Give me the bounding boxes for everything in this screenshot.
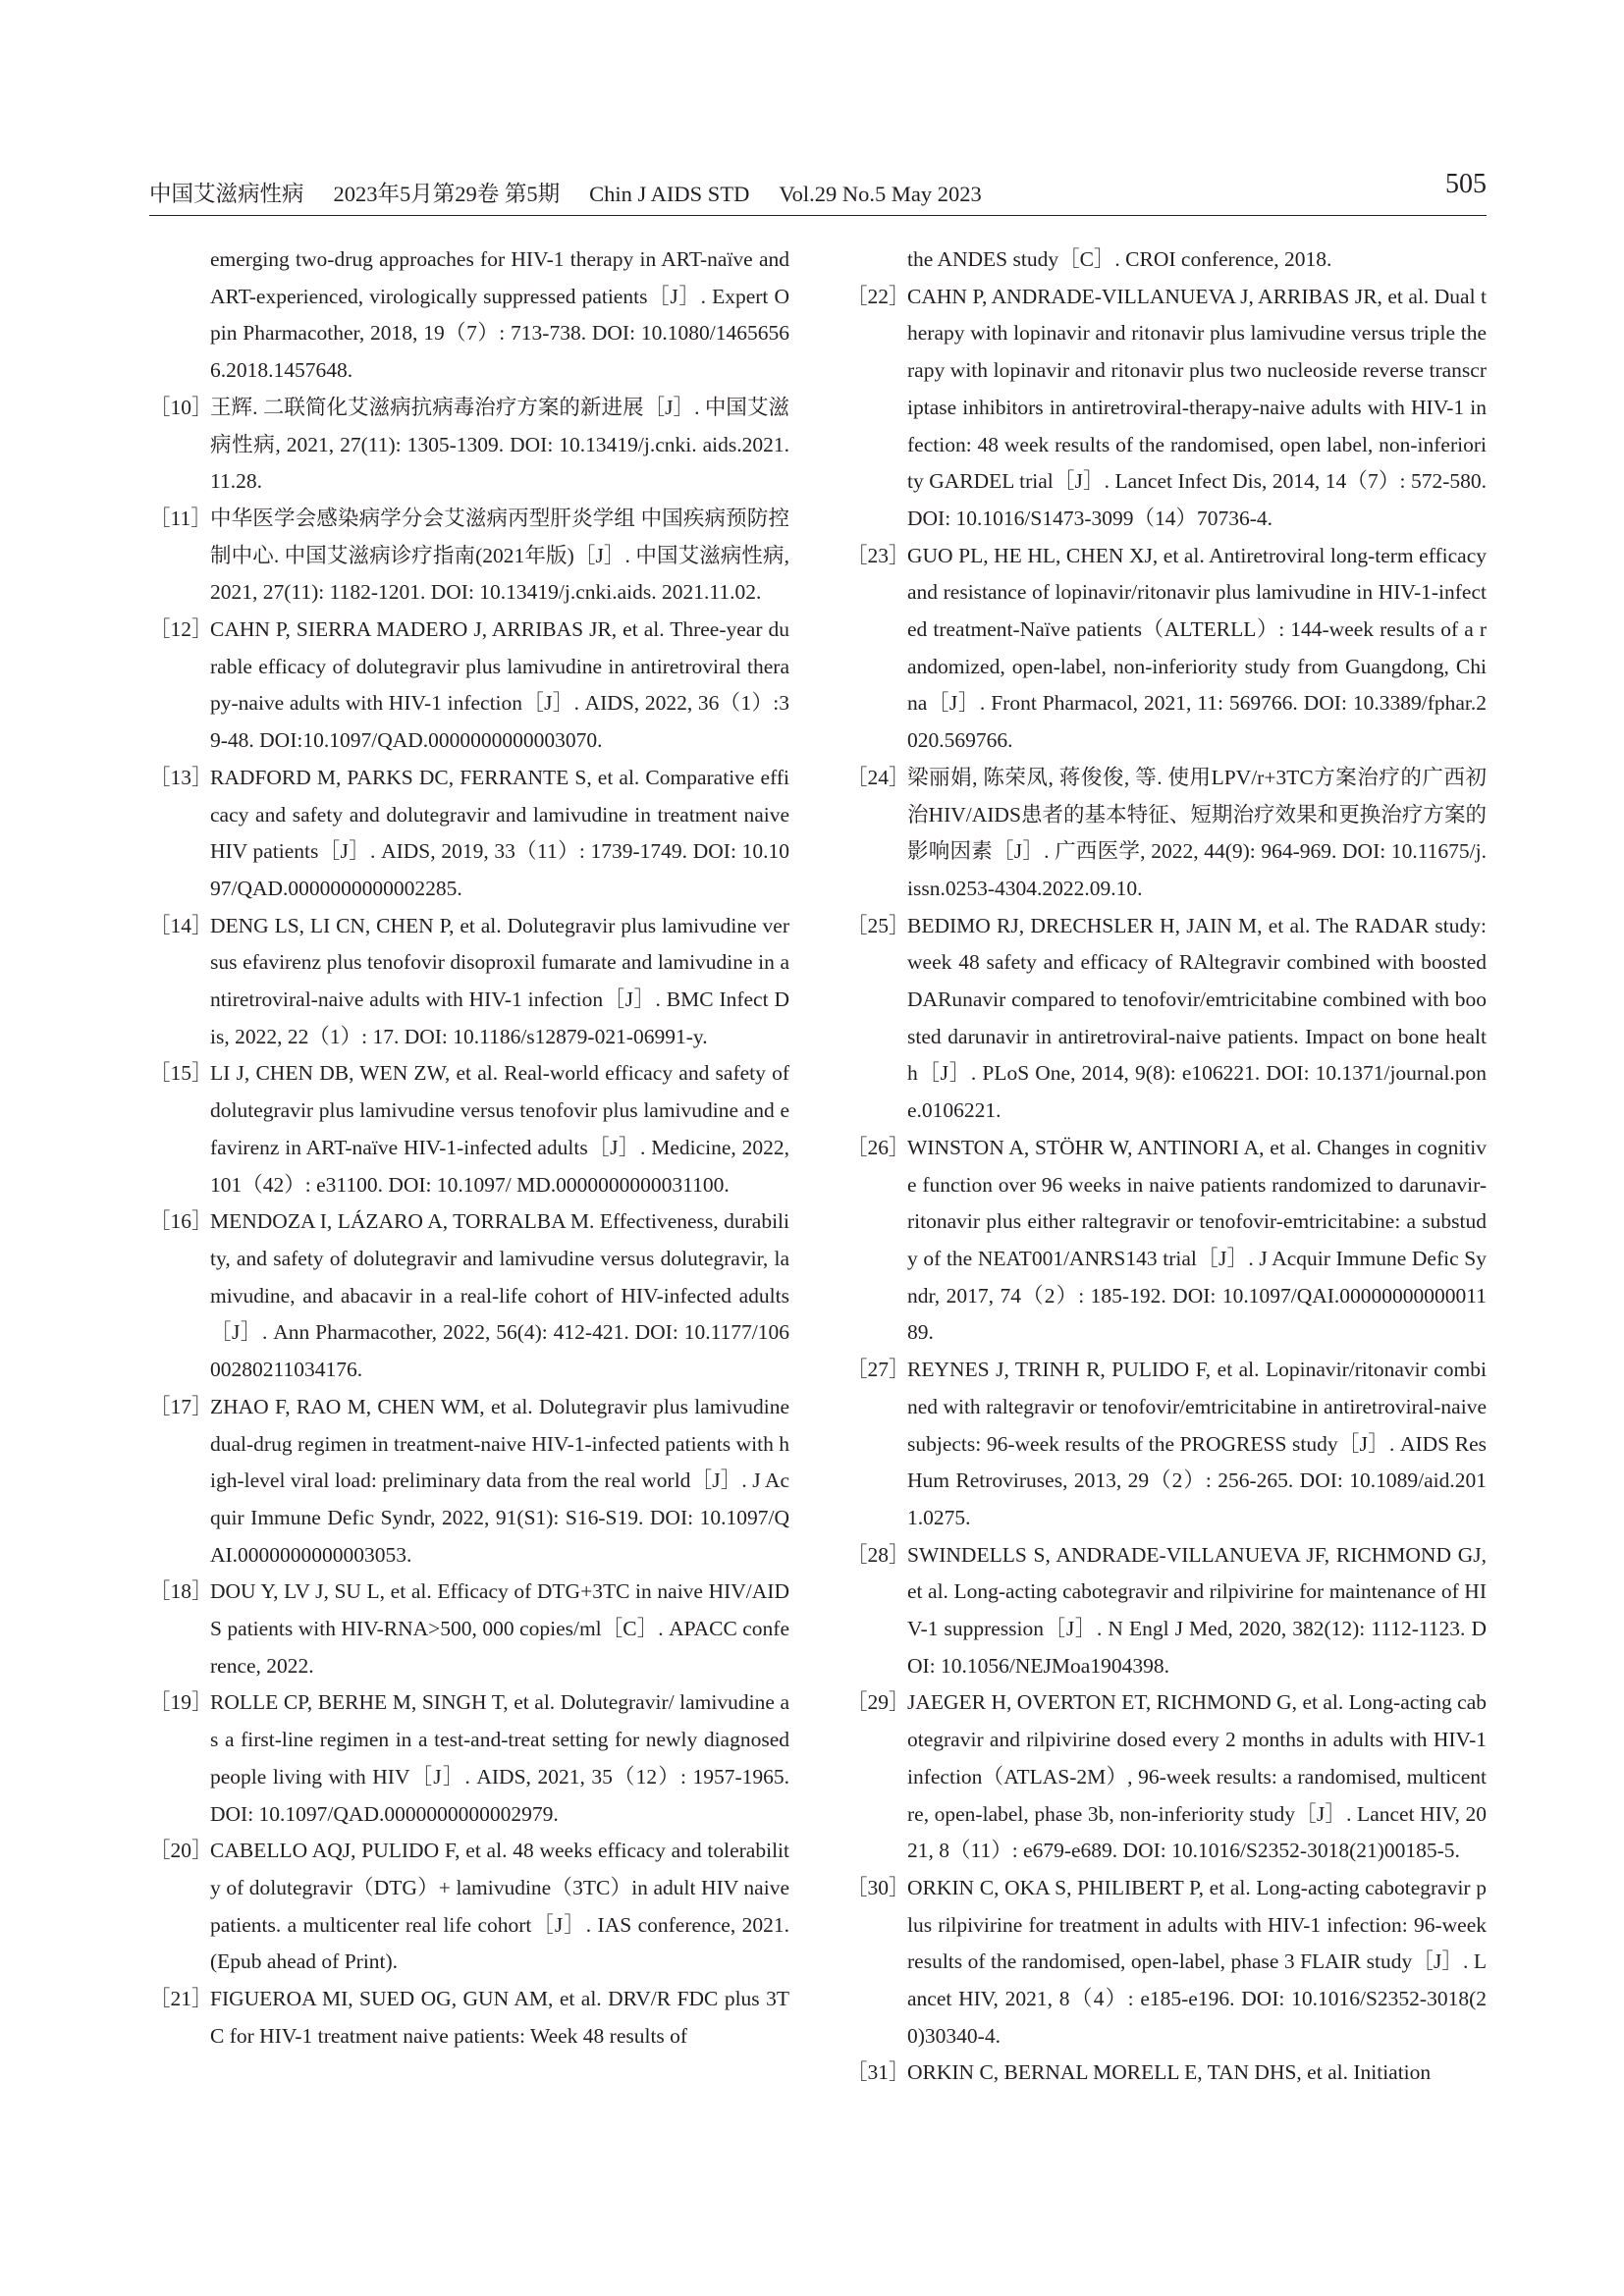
reference-entry <box>149 501 789 612</box>
reference-entry <box>846 760 1487 908</box>
reference-number: ［27］ <box>846 1358 910 1382</box>
reference-entry <box>149 1389 789 1575</box>
reference-entry <box>846 1130 1487 1352</box>
issue-cn: 2023年5月第29卷 第5期 <box>333 182 561 206</box>
journal-name-en: Chin J AIDS STD <box>589 182 750 206</box>
reference-number: ［23］ <box>846 543 910 567</box>
reference-entry <box>149 390 789 501</box>
reference-entry <box>149 908 789 1056</box>
reference-text: ROLLE CP, BERHE M, SINGH T, et al. Dolutegravir/ lamivudine as a first-line regimen in a test-and-treat setting for newly diagnosed people living with HIV［J］. AIDS, 2021, 35（12）: 1957-1965. DOI: 10.1097/QAD.0000000000002979. <box>210 1690 789 1826</box>
reference-text: 梁丽娟, 陈荣凤, 蒋俊俊, 等. 使用LPV/r+3TC方案治疗的广西初治HIV/AIDS患者的基本特征、短期治疗效果和更换治疗方案的影响因素［J］. 广西医学, 2022, 44(9): 964-969. DOI: 10.11675/j.issn.0253-4304.2022.09.10. <box>907 765 1487 900</box>
reference-number: ［15］ <box>149 1061 213 1086</box>
reference-entry <box>846 1870 1487 2056</box>
reference-number: ［24］ <box>846 765 910 789</box>
reference-entry <box>149 1981 789 2055</box>
reference-number: ［13］ <box>149 765 213 789</box>
reference-text: CAHN P, ANDRADE-VILLANUEVA J, ARRIBAS JR, et al. Dual therapy with lopinavir and ritonavir plus lamivudine versus triple therapy with lopinavir and ritonavir plus two nucleoside reverse transcriptase inhibitors in antiretroviral-therapy-naive adults with HIV-1 infection: 48 week results of the randomised, open label, non-inferiority GARDEL trial［J］. Lancet Infect Dis, 2014, 14（7）: 572-580. DOI: 10.1016/S1473-3099（14）70736-4. <box>907 284 1487 530</box>
reference-number: ［25］ <box>846 913 910 937</box>
reference-number: ［11］ <box>149 506 212 530</box>
reference-entry <box>149 1574 789 1684</box>
reference-text: MENDOZA I, LÁZARO A, TORRALBA M. Effectiveness, durability, and safety of dolutegravir and lamivudine versus dolutegravir, lamivudine, and abacavir in a real-life cohort of HIV-infected adults［J］. Ann Pharmacother, 2022, 56(4): 412-421. DOI: 10.1177/10600280211034176. <box>210 1209 789 1382</box>
reference-column-right <box>846 241 1487 2092</box>
reference-entry <box>846 241 1487 279</box>
reference-entry <box>149 760 789 908</box>
reference-text: LI J, CHEN DB, WEN ZW, et al. Real-world efficacy and safety of dolutegravir plus lamivudine versus tenofovir plus lamivudine and efavirenz in ART-naïve HIV-1-infected adults［J］. Medicine, 2022, 101（42）: e31100. DOI: 10.1097/ MD.0000000000031100. <box>210 1061 789 1197</box>
reference-number: ［17］ <box>149 1394 213 1418</box>
reference-entry <box>149 1684 789 1833</box>
reference-number: ［21］ <box>149 1987 213 2011</box>
reference-number: ［18］ <box>149 1579 213 1604</box>
reference-number: ［22］ <box>846 284 910 308</box>
page-number: 505 <box>1445 169 1487 199</box>
reference-text: JAEGER H, OVERTON ET, RICHMOND G, et al. Long-acting cabotegravir and rilpivirine dosed every 2 months in adults with HIV-1 infection（ATLAS-2M）, 96-week results: a randomised, multicentre, open-label, phase 3b, non-inferiority study［J］. Lancet HIV, 2021, 8（11）: e679-e689. DOI: 10.1016/S2352-3018(21)00185-5. <box>907 1690 1487 1863</box>
reference-entry <box>149 1055 789 1203</box>
journal-name-cn: 中国艾滋病性病 <box>149 182 304 206</box>
reference-column-left <box>149 241 789 2055</box>
reference-text: CABELLO AQJ, PULIDO F, et al. 48 weeks efficacy and tolerability of dolutegravir（DTG）+ lamivudine（3TC）in adult HIV naive patients. a multicenter real life cohort［J］. IAS conference, 2021.(Epub ahead of Print). <box>210 1839 789 1974</box>
reference-number: ［29］ <box>846 1690 910 1715</box>
reference-number: ［10］ <box>149 395 213 419</box>
reference-number: ［30］ <box>846 1875 910 1899</box>
reference-entry <box>846 2055 1487 2092</box>
reference-text: ORKIN C, BERNAL MORELL E, TAN DHS, et al. Initiation <box>907 2060 1432 2085</box>
reference-entry <box>846 538 1487 760</box>
reference-number: ［16］ <box>149 1209 213 1234</box>
reference-entry <box>149 612 789 760</box>
reference-text: BEDIMO RJ, DRECHSLER H, JAIN M, et al. The RADAR study: week 48 safety and efficacy of RAltegravir combined with boosted DARunavir compared to tenofovir/emtricitabine combined with boosted darunavir in antiretroviral-naive patients. Impact on bone health［J］. PLoS One, 2014, 9(8): e106221. DOI: 10.1371/journal.pone.0106221. <box>907 913 1487 1123</box>
reference-number: ［14］ <box>149 913 213 937</box>
reference-text: ORKIN C, OKA S, PHILIBERT P, et al. Long-acting cabotegravir plus rilpivirine for treatment in adults with HIV-1 infection: 96-week results of the randomised, open-label, phase 3 FLAIR study［J］. Lancet HIV, 2021, 8（4）: e185-e196. DOI: 10.1016/S2352-3018(20)30340-4. <box>907 1875 1487 2048</box>
journal-citation <box>149 177 982 208</box>
reference-text: emerging two-drug approaches for HIV-1 therapy in ART-naïve and ART-experienced, virologically suppressed patients［J］. Expert Opin Pharmacother, 2018, 19（7）: 713-738. DOI: 10.1080/14656566.2018.1457648. <box>210 247 789 383</box>
reference-entry <box>149 241 789 390</box>
reference-text: 王辉. 二联简化艾滋病抗病毒治疗方案的新进展［J］. 中国艾滋病性病, 2021, 27(11): 1305-1309. DOI: 10.13419/j.cnki. aids.2021.11.28. <box>210 395 789 494</box>
reference-text: GUO PL, HE HL, CHEN XJ, et al. Antiretroviral long-term efficacy and resistance of lopinavir/ritonavir plus lamivudine in HIV-1-infected treatment-Naïve patients（ALTERLL）: 144-week results of a randomized, open-label, non-inferiority study from Guangdong, China［J］. Front Pharmacol, 2021, 11: 569766. DOI: 10.3389/fphar.2020.569766. <box>907 543 1487 753</box>
reference-entry <box>846 1537 1487 1685</box>
reference-text: the ANDES study［C］. CROI conference, 2018. <box>907 247 1332 271</box>
reference-text: FIGUEROA MI, SUED OG, GUN AM, et al. DRV/R FDC plus 3TC for HIV-1 treatment naive patients: Week 48 results of <box>210 1987 789 2048</box>
reference-text: DENG LS, LI CN, CHEN P, et al. Dolutegravir plus lamivudine versus efavirenz plus tenofovir disoproxil fumarate and lamivudine in antiretroviral-naive adults with HIV-1 infection［J］. BMC Infect Dis, 2022, 22（1）: 17. DOI: 10.1186/s12879-021-06991-y. <box>210 913 789 1048</box>
reference-entry <box>846 279 1487 538</box>
reference-text: SWINDELLS S, ANDRADE-VILLANUEVA JF, RICHMOND GJ, et al. Long-acting cabotegravir and rilpivirine for maintenance of HIV-1 suppression［J］. N Engl J Med, 2020, 382(12): 1112-1123. DOI: 10.1056/NEJMoa1904398. <box>907 1542 1487 1678</box>
reference-number: ［28］ <box>846 1542 910 1567</box>
running-header <box>149 167 1487 216</box>
reference-text: REYNES J, TRINH R, PULIDO F, et al. Lopinavir/ritonavir combined with raltegravir or tenofovir/emtricitabine in antiretroviral-naive subjects: 96-week results of the PROGRESS study［J］. AIDS Res Hum Retroviruses, 2013, 29（2）: 256-265. DOI: 10.1089/aid.2011.0275. <box>907 1358 1487 1529</box>
reference-text: CAHN P, SIERRA MADERO J, ARRIBAS JR, et al. Three-year durable efficacy of dolutegravir plus lamivudine in antiretroviral therapy-naive adults with HIV-1 infection［J］. AIDS, 2022, 36（1）:39-48. DOI:10.1097/QAD.0000000000003070. <box>210 617 789 753</box>
reference-entry <box>149 1203 789 1389</box>
reference-entry <box>846 908 1487 1130</box>
reference-number: ［19］ <box>149 1690 213 1715</box>
reference-number: ［20］ <box>149 1839 213 1863</box>
header-rule <box>149 215 1487 216</box>
reference-number: ［26］ <box>846 1135 910 1159</box>
issue-en: Vol.29 No.5 May 2023 <box>779 182 982 206</box>
reference-text: WINSTON A, STÖHR W, ANTINORI A, et al. Changes in cognitive function over 96 weeks in naive patients randomized to darunavir-ritonavir plus either raltegravir or tenofovir-emtricitabine: a substudy of the NEAT001/ANRS143 trial［J］. J Acquir Immune Defic Syndr, 2017, 74（2）: 185-192. DOI: 10.1097/QAI.0000000000001189. <box>907 1135 1487 1345</box>
reference-number: ［12］ <box>149 617 213 642</box>
reference-text: DOU Y, LV J, SU L, et al. Efficacy of DTG+3TC in naive HIV/AIDS patients with HIV-RNA>500, 000 copies/ml［C］. APACC conference, 2022. <box>210 1579 789 1678</box>
reference-entry <box>846 1684 1487 1870</box>
reference-text: ZHAO F, RAO M, CHEN WM, et al. Dolutegravir plus lamivudine dual-drug regimen in treatment-naive HIV-1-infected patients with high-level viral load: preliminary data from the real world［J］. J Acquir Immune Defic Syndr, 2022, 91(S1): S16-S19. DOI: 10.1097/QAI.0000000000003053. <box>210 1394 789 1567</box>
reference-text: 中华医学会感染病学分会艾滋病丙型肝炎学组 中国疾病预防控制中心. 中国艾滋病诊疗指南(2021年版)［J］. 中国艾滋病性病, 2021, 27(11): 1182-1201. DOI: 10.13419/j.cnki.aids. 2021.11.02. <box>210 506 789 605</box>
reference-text: RADFORD M, PARKS DC, FERRANTE S, et al. Comparative efficacy and safety and dolutegravir and lamivudine in treatment naive HIV patients［J］. AIDS, 2019, 33（11）: 1739-1749. DOI: 10.1097/QAD.0000000000002285. <box>210 765 789 900</box>
reference-number: ［31］ <box>846 2060 910 2085</box>
reference-entry <box>149 1833 789 1981</box>
reference-entry <box>846 1352 1487 1537</box>
